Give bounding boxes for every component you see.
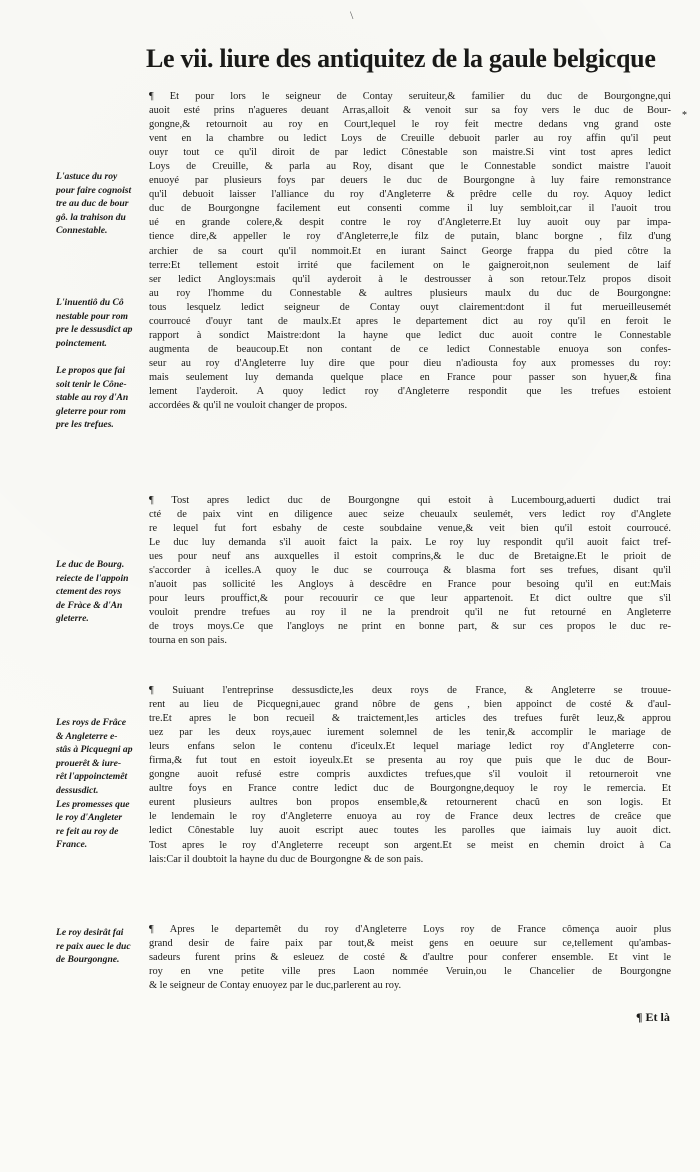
text-line: ouyr tout ce qu'il diroit de par ledict Cônestable son maistre.Si vint tost apres ledict — [149, 147, 671, 159]
text-line: grand desir de faire paix par tout,& meist gens en oeuure sur ce,tellement qu'ambas- — [149, 938, 671, 950]
margin-note-line: gleterre. — [56, 613, 89, 625]
margin-note-line: de Bourgongne. — [56, 954, 120, 966]
text-line: rapport à sondict Maistre:dont la hayne que ledict duc auoit contre le Connestable — [149, 329, 671, 341]
top-mark: \ — [350, 8, 354, 22]
text-line: tience dire,& appeller le roy d'Angleterre,le filz de putain, blanc borgne , filz d'ung — [149, 231, 671, 243]
text-line: firma,& fut tout en estoit ioyeulx.Et se presenta au roy que puis que le duc de Bour- — [149, 755, 671, 767]
margin-note-line: tre au duc de bour — [56, 198, 129, 210]
margin-note-line: re feit au roy de — [56, 825, 119, 837]
catchword: ¶ Et là — [636, 1010, 670, 1024]
margin-note-1 — [56, 170, 152, 238]
text-line: vent en la chambre ou ledict Loys de Creuille debuoit parler au roy affin qu'il peut — [149, 133, 671, 145]
margin-note-line: ctement des roys — [56, 586, 122, 598]
text-line: n'auoit pas sollicité les Angloys à descêdre en France pour besoing qu'il en eut:Mais — [149, 579, 671, 591]
text-line: courroucé d'ouyr tant de maulx.Et apres le departement dict au roy qu'il en feroit le — [149, 315, 671, 327]
text-line: tourna en son pais. — [149, 635, 227, 647]
margin-note-line: rêt l'appoinctemêt — [56, 771, 128, 783]
page-title: Le vii. liure des antiquitez de la gaule belgicque — [146, 44, 656, 73]
margin-note-line: dessusdict. — [56, 784, 99, 796]
text-line: vouloit prendre trefues au roy il ne la prendroit qu'il ne fut retourné en Angleterre — [149, 607, 671, 619]
margin-note-line: le roy d'Angleter — [56, 812, 123, 824]
text-line: uez par les deux roys,auec iurement solemnel de les tenir,& accomplir le mariage de — [149, 727, 671, 739]
margin-note-line: Les roys de Frâce — [56, 717, 127, 728]
text-line: ¶ Tost apres ledict duc de Bourgongne qui estoit à Lucembourg,aduerti dudict trai — [149, 495, 671, 506]
text-line: ué en grande colere,& despit contre le roy d'Angleterre.Et luy auoit ouy par impa- — [149, 217, 671, 229]
margin-note-line: pre le dessusdict ap — [56, 324, 133, 336]
text-line: tre.Et apres le bon recueil & traictement,les articles des trefues furêt leuz,& approu — [149, 713, 671, 725]
text-line: eurent plusieurs aultres bon propos ensemble,& retournerent chacû en son logis. Et — [149, 797, 671, 809]
text-line: ¶ Suiuant l'entreprinse dessusdicte,les deux roys de France, & Angleterre se trouue- — [149, 685, 671, 696]
text-line: duc de Bourgongne facilement eut consenti comme il luy sembloit,car il l'auoit trou — [149, 203, 671, 215]
text-line: ¶ Apres le departemêt du roy d'Angleterre Loys roy de France cômença auoir plus — [149, 924, 671, 935]
text-line: seur au roy d'Angleterre luy dire que pour dieu n'adiousta foy aux promesses du roy: — [149, 357, 671, 369]
margin-note-line: Le propos que fai — [56, 365, 126, 376]
margin-note-line: reiecte de l'appoin — [56, 572, 129, 584]
text-line: enuoyé par plusieurs foys par deuers le duc de Bourgongne à luy faire remonstrance — [149, 175, 671, 187]
text-line: tous lesquelz ledict seigneur de Contay ouyt clairement:dont il fut merueilleusemét — [149, 301, 671, 313]
margin-note-line: de Fràce & d'An — [56, 599, 123, 611]
text-line: aultre foys en France contre ledict duc de Bourgongne,dequoy le roy le remercia. Et — [149, 783, 671, 795]
text-line: & le seigneur de Contay enuoyez par le duc,parlerent au roy. — [149, 980, 402, 992]
margin-note-line: & Angleterre e- — [56, 730, 118, 742]
text-line: Le duc luy demanda s'il auoit faict la paix. Le roy luy respondit qu'il auoit faict tref- — [149, 537, 671, 549]
margin-note-line: Les promesses que — [56, 798, 130, 810]
margin-note-line: soit tenir le Cône- — [56, 378, 127, 390]
text-line: roy en vne petite ville pres Laon nommée Veruin,ou le Chancelier de Bourgongne — [149, 966, 671, 978]
margin-note-line: L'astuce du roy — [56, 171, 118, 182]
margin-note-line: gleterre pour rom — [56, 405, 126, 417]
text-line: qu'il debuoit laisser l'alliance du roy d'Angleterre & prêdre celle du roy. Aquoy ledict — [149, 189, 671, 201]
text-line: de troys moys.Ce que l'angloys ne print en bonne part, & sur ces propos le duc re- — [149, 621, 671, 633]
margin-note-line: stâs à Picquegni ap — [56, 744, 133, 756]
text-line: le lendemain le roy d'Angleterre enuoya au roy de France deux lectres de creâce que — [149, 811, 671, 823]
text-line: auoit esté prins n'agueres deuant Arras,alloit & venoit sur sa foy vers le duc de Bour- — [149, 105, 671, 117]
margin-note-line: Connestable. — [56, 225, 108, 237]
margin-note-3 — [56, 364, 152, 432]
margin-note-4 — [56, 558, 152, 626]
margin-note-line: gô. la trahison du — [56, 211, 126, 223]
text-line: cté de paix vint en diligence auec seize cheuaulx seulemét, vers ledict roy d'Anglete — [149, 509, 671, 521]
margin-note-line: L'inuentiô du Cô — [56, 297, 124, 308]
text-line: rent au lieu de Picquegni,auec grand nôbre de gens , bien appoinct de costé & d'aul- — [149, 699, 671, 711]
text-line: augmenta de beaucoup.Et non contant de ce ledict Connestable enuoya son confes- — [149, 343, 671, 355]
margin-note-2 — [56, 296, 152, 350]
text-line: lais:Car il doubtoit la hayne du duc de Bourgongne & de son pais. — [149, 853, 424, 865]
paragraph-4 — [149, 923, 671, 993]
text-line: Loys de Creuille, & parla au Roy, disant que le Connestable sondict maistre l'auoit — [149, 161, 671, 173]
paragraph-1 — [149, 90, 671, 413]
margin-note-line: Le roy desirât fai — [56, 927, 124, 938]
text-line: ledict Cônestable luy auoit escript auec toutes les parolles que iaimais luy auoit dict. — [149, 825, 671, 837]
paragraph-2 — [149, 494, 671, 649]
text-line: gongne auoit refusé estre compris auxdictes trefues,que s'il vouloit il retourneroit vne — [149, 769, 671, 781]
text-line: gongne,& retournoit au roy en Court,lequel le roy feit mectre dedans vng grand oste — [149, 119, 671, 131]
margin-note-line: prouerêt & iure- — [56, 757, 122, 769]
margin-note-line: nestable pour rom — [56, 310, 128, 322]
margin-note-6 — [56, 926, 152, 967]
text-line: lement l'ayderoit. A quoy ledict roy d'Angleterre respondit que les trefues estoient — [149, 385, 671, 397]
text-line: leurs enfans selon le contenu d'iceulx.Et lequel mariage ledict roy d'Angleterre con- — [149, 741, 671, 753]
paragraph-3 — [149, 684, 671, 867]
text-line: au roy l'homme du Connestable & aultres plusieurs maulx du duc de Bourgongne: — [149, 287, 671, 299]
text-line: accordées & qu'il ne vouloit changer de propos. — [149, 400, 348, 412]
margin-note-line: stable au roy d'An — [56, 392, 129, 404]
text-line: sadeurs furent prins & esleuez de costé & d'aultre pour conferer ensemble. Et vint le — [149, 952, 671, 964]
text-line: Tost apres le roy d'Angleterre receupt son argent.Et se meist en chemin droict à Ca — [149, 839, 671, 851]
text-line: ¶ Et pour lors le seigneur de Contay seruiteur,& familier du duc de Bourgongne,qui — [149, 91, 671, 102]
margin-note-line: poinctement. — [56, 337, 107, 349]
text-line: archier de sa court qu'il nommoit.Et en iurant Sainct George frappa du pied côtre la — [149, 245, 671, 257]
text-line: mais seulement luy demanda quelque place en France pour passer son hyuer,& fina — [149, 371, 671, 383]
text-line: terre:Et tellement estoit irrité que facilement on le gaigneroit,non seulement de laif — [149, 259, 671, 271]
margin-note-line: pre les trefues. — [56, 419, 114, 431]
margin-note-line: France. — [56, 839, 88, 851]
text-line: re lequel fut fort esbahy de ceste soubdaine venue,& veit bien qu'il estoit courroucé. — [149, 523, 671, 535]
edge-mark: * — [682, 110, 687, 121]
text-line: pour leurs prouffict,& pour recouurir ce que leur appartenoit. Et dict oultre que s'il — [149, 593, 671, 605]
text-line: ser ledict Angloys:mais qu'il ayderoit à le destrousser à son retour.Telz propos disoit — [149, 273, 671, 285]
margin-note-line: Le duc de Bourg. — [56, 559, 125, 570]
margin-note-5 — [56, 716, 152, 852]
text-line: s'accorder à icelles.A quoy le duc se courrouça & blasma fort ses trefues, disant qu'il — [149, 565, 671, 577]
margin-note-line: pour faire cognoist — [56, 184, 132, 196]
text-line: ues pour neuf ans auxquelles il estoit comprins,& le duc de Bretaigne.Et le prioit de — [149, 551, 671, 563]
margin-note-line: re paix auec le duc — [56, 940, 131, 952]
